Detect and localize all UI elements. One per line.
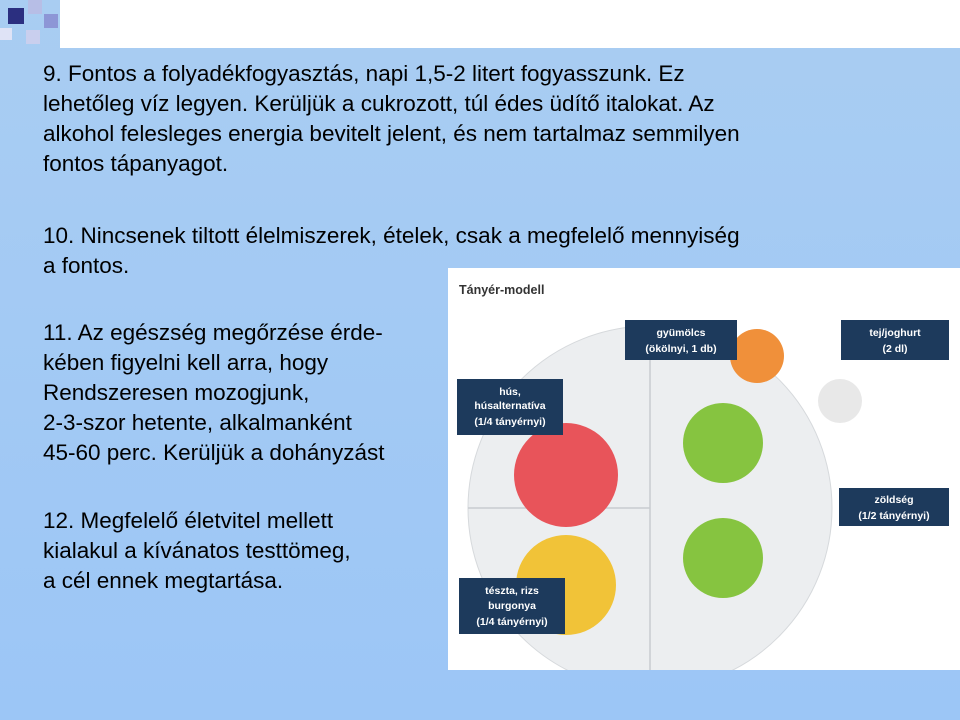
text-line: 11. Az egészség megőrzése érde- xyxy=(43,320,383,345)
fruit-portion xyxy=(730,329,784,383)
vegetable-label-amount: (1/2 tányérnyi) xyxy=(858,510,930,522)
text-line: 2-3-szor hetente, alkalmanként xyxy=(43,410,352,435)
meat-portion xyxy=(514,423,618,527)
meat-label: hús, xyxy=(499,386,521,398)
meat-label-alt: húsalternatíva xyxy=(474,400,546,412)
text-line: 12. Megfelelő életvitel mellett xyxy=(43,508,334,533)
fruit-label-amount: (ökölnyi, 1 db) xyxy=(645,343,717,355)
text-line: 45-60 perc. Kerüljük a dohányzást xyxy=(43,440,385,465)
text-line: 10. Nincsenek tiltott élelmiszerek, ételek, csak a megfelelő mennyiség xyxy=(43,223,740,248)
meat-label-amount: (1/4 tányérnyi) xyxy=(474,416,546,428)
plate-model-figure xyxy=(448,268,960,670)
dairy-portion xyxy=(818,379,862,423)
plate-model-diagram xyxy=(448,268,960,670)
header-band xyxy=(60,0,960,48)
figure-title: Tányér-modell xyxy=(459,283,545,297)
pasta-label-amount: (1/4 tányérnyi) xyxy=(476,616,548,628)
text-line: a fontos. xyxy=(43,253,130,278)
text-line: Rendszeresen mozogjunk, xyxy=(43,380,310,405)
text-line: a cél ennek megtartása. xyxy=(43,568,284,593)
pasta-label: tészta, rizs xyxy=(485,585,539,597)
text-line: kében figyelni kell arra, hogy xyxy=(43,350,329,375)
decor-square xyxy=(8,8,24,24)
dairy-label: tej/joghurt xyxy=(869,327,921,339)
fruit-label: gyümölcs xyxy=(656,327,706,339)
paragraph-11 xyxy=(43,318,384,468)
text-line: alkohol felesleges energia bevitelt jelent, és nem tartalmaz semmilyen xyxy=(43,121,740,146)
decor-square xyxy=(44,14,58,28)
decor-square xyxy=(0,28,12,40)
paragraph-9 xyxy=(43,59,740,179)
pasta-label-alt: burgonya xyxy=(488,600,536,612)
decor-square xyxy=(26,30,40,44)
paragraph-12 xyxy=(43,506,351,596)
text-line: kialakul a kívánatos testtömeg, xyxy=(43,538,351,563)
dairy-label-amount: (2 dl) xyxy=(882,343,908,355)
vegetable-portion xyxy=(683,518,763,598)
vegetable-label: zöldség xyxy=(874,494,914,506)
text-line: fontos tápanyagot. xyxy=(43,151,229,176)
vegetable-portion xyxy=(683,403,763,483)
decor-square xyxy=(28,0,42,14)
text-line: lehetőleg víz legyen. Kerüljük a cukrozott, túl édes üdítő italokat. Az xyxy=(43,91,715,116)
text-line: 9. Fontos a folyadékfogyasztás, napi 1,5-2 litert fogyasszunk. Ez xyxy=(43,61,685,86)
